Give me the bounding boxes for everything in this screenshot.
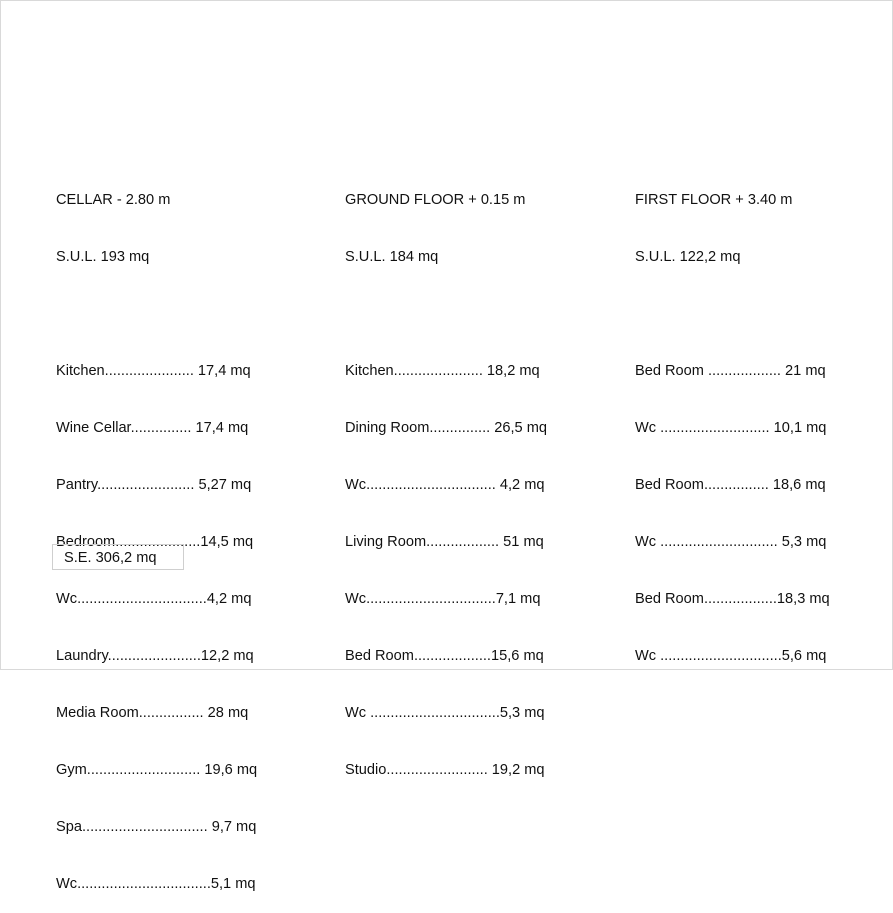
room-entry: Bedroom.....................14,5 mq	[56, 534, 254, 550]
room-entry: Studio......................... 19,2 mq	[345, 762, 545, 778]
room-entry: Wc................................ 4,2 mq	[345, 477, 545, 493]
spacer	[635, 305, 830, 324]
room-entry: Wc.................................5,1 mq	[56, 876, 256, 892]
room-entry: Wine Cellar............... 17,4 mq	[56, 420, 249, 436]
cellar-sul: S.U.L. 193 mq	[56, 249, 150, 265]
room-entry: Wc ........................... 10,1 mq	[635, 420, 827, 436]
spacer	[345, 305, 547, 324]
room-entry: Kitchen...................... 18,2 mq	[345, 363, 540, 379]
room-entry: Bed Room .................. 21 mq	[635, 363, 826, 379]
cellar-column	[56, 153, 257, 913]
room-entry: Bed Room................ 18,6 mq	[635, 477, 826, 493]
ground-floor-title: GROUND FLOOR + 0.15 m	[345, 192, 526, 208]
room-entry: Wc ............................. 5,3 mq	[635, 534, 827, 550]
first-floor-title: FIRST FLOOR + 3.40 m	[635, 192, 793, 208]
room-entry: Bed Room...................15,6 mq	[345, 648, 544, 664]
total-area-box: S.E. 306,2 mq	[52, 544, 184, 570]
room-entry: Laundry.......................12,2 mq	[56, 648, 254, 664]
room-entry: Kitchen...................... 17,4 mq	[56, 363, 251, 379]
room-entry: Wc ..............................5,6 mq	[635, 648, 827, 664]
spacer	[56, 305, 257, 324]
cellar-title: CELLAR - 2.80 m	[56, 192, 171, 208]
ground-floor-column	[345, 153, 547, 799]
room-entry: Wc ................................5,3 mq	[345, 705, 545, 721]
room-entry: Living Room.................. 51 mq	[345, 534, 544, 550]
first-floor-sul: S.U.L. 122,2 mq	[635, 249, 741, 265]
room-entry: Wc................................7,1 mq	[345, 591, 541, 607]
room-entry: Gym............................ 19,6 mq	[56, 762, 258, 778]
ground-floor-sul: S.U.L. 184 mq	[345, 249, 439, 265]
room-entry: Bed Room..................18,3 mq	[635, 591, 830, 607]
room-entry: Dining Room............... 26,5 mq	[345, 420, 547, 436]
room-entry: Spa............................... 9,7 mq	[56, 819, 257, 835]
room-entry: Pantry........................ 5,27 mq	[56, 477, 252, 493]
room-entry: Media Room................ 28 mq	[56, 705, 249, 721]
room-entry: Wc................................4,2 mq	[56, 591, 252, 607]
first-floor-column	[635, 153, 830, 685]
